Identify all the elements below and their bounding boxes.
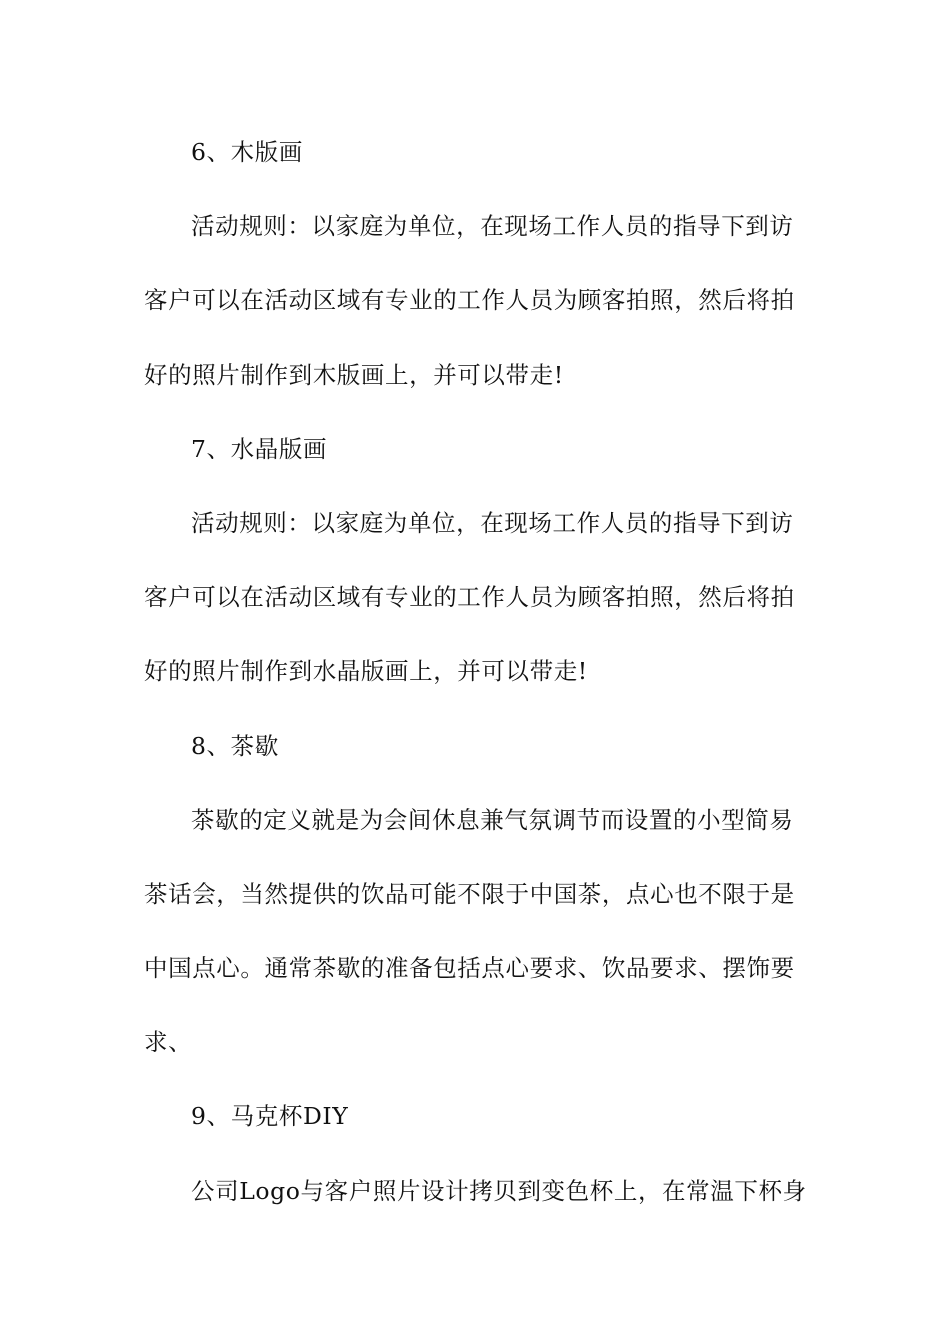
paragraph-line: 活动规则：以家庭为单位，在现场工作人员的指导下到访 — [191, 212, 794, 241]
paragraph-line: 客户可以在活动区域有专业的工作人员为顾客拍照，然后将拍 — [144, 286, 795, 315]
section-heading-8: 8、茶歇 — [191, 731, 279, 760]
section-heading-7: 7、水晶版画 — [191, 434, 328, 463]
paragraph-line: 茶话会，当然提供的饮品可能不限于中国茶，点心也不限于是 — [144, 879, 795, 908]
paragraph-line: 公司Logo与客户照片设计拷贝到变色杯上，在常温下杯身 — [191, 1176, 807, 1205]
document-body — [144, 126, 809, 1239]
paragraph-line: 好的照片制作到木版画上，并可以带走! — [144, 360, 564, 389]
section-heading-9: 9、马克杯DIY — [191, 1102, 349, 1131]
section-heading-6: 6、木版画 — [191, 138, 303, 166]
paragraph-line: 茶歇的定义就是为会间休息兼气氛调节而设置的小型简易 — [191, 805, 794, 834]
paragraph-line: 好的照片制作到水晶版画上，并可以带走! — [144, 657, 588, 686]
paragraph-line: 活动规则：以家庭为单位，在现场工作人员的指导下到访 — [191, 508, 794, 537]
paragraph-line: 客户可以在活动区域有专业的工作人员为顾客拍照，然后将拍 — [144, 583, 795, 612]
paragraph-line: 中国点心。通常茶歇的准备包括点心要求、饮品要求、摆饰要 — [144, 954, 795, 983]
paragraph-line: 求、 — [144, 1028, 193, 1057]
